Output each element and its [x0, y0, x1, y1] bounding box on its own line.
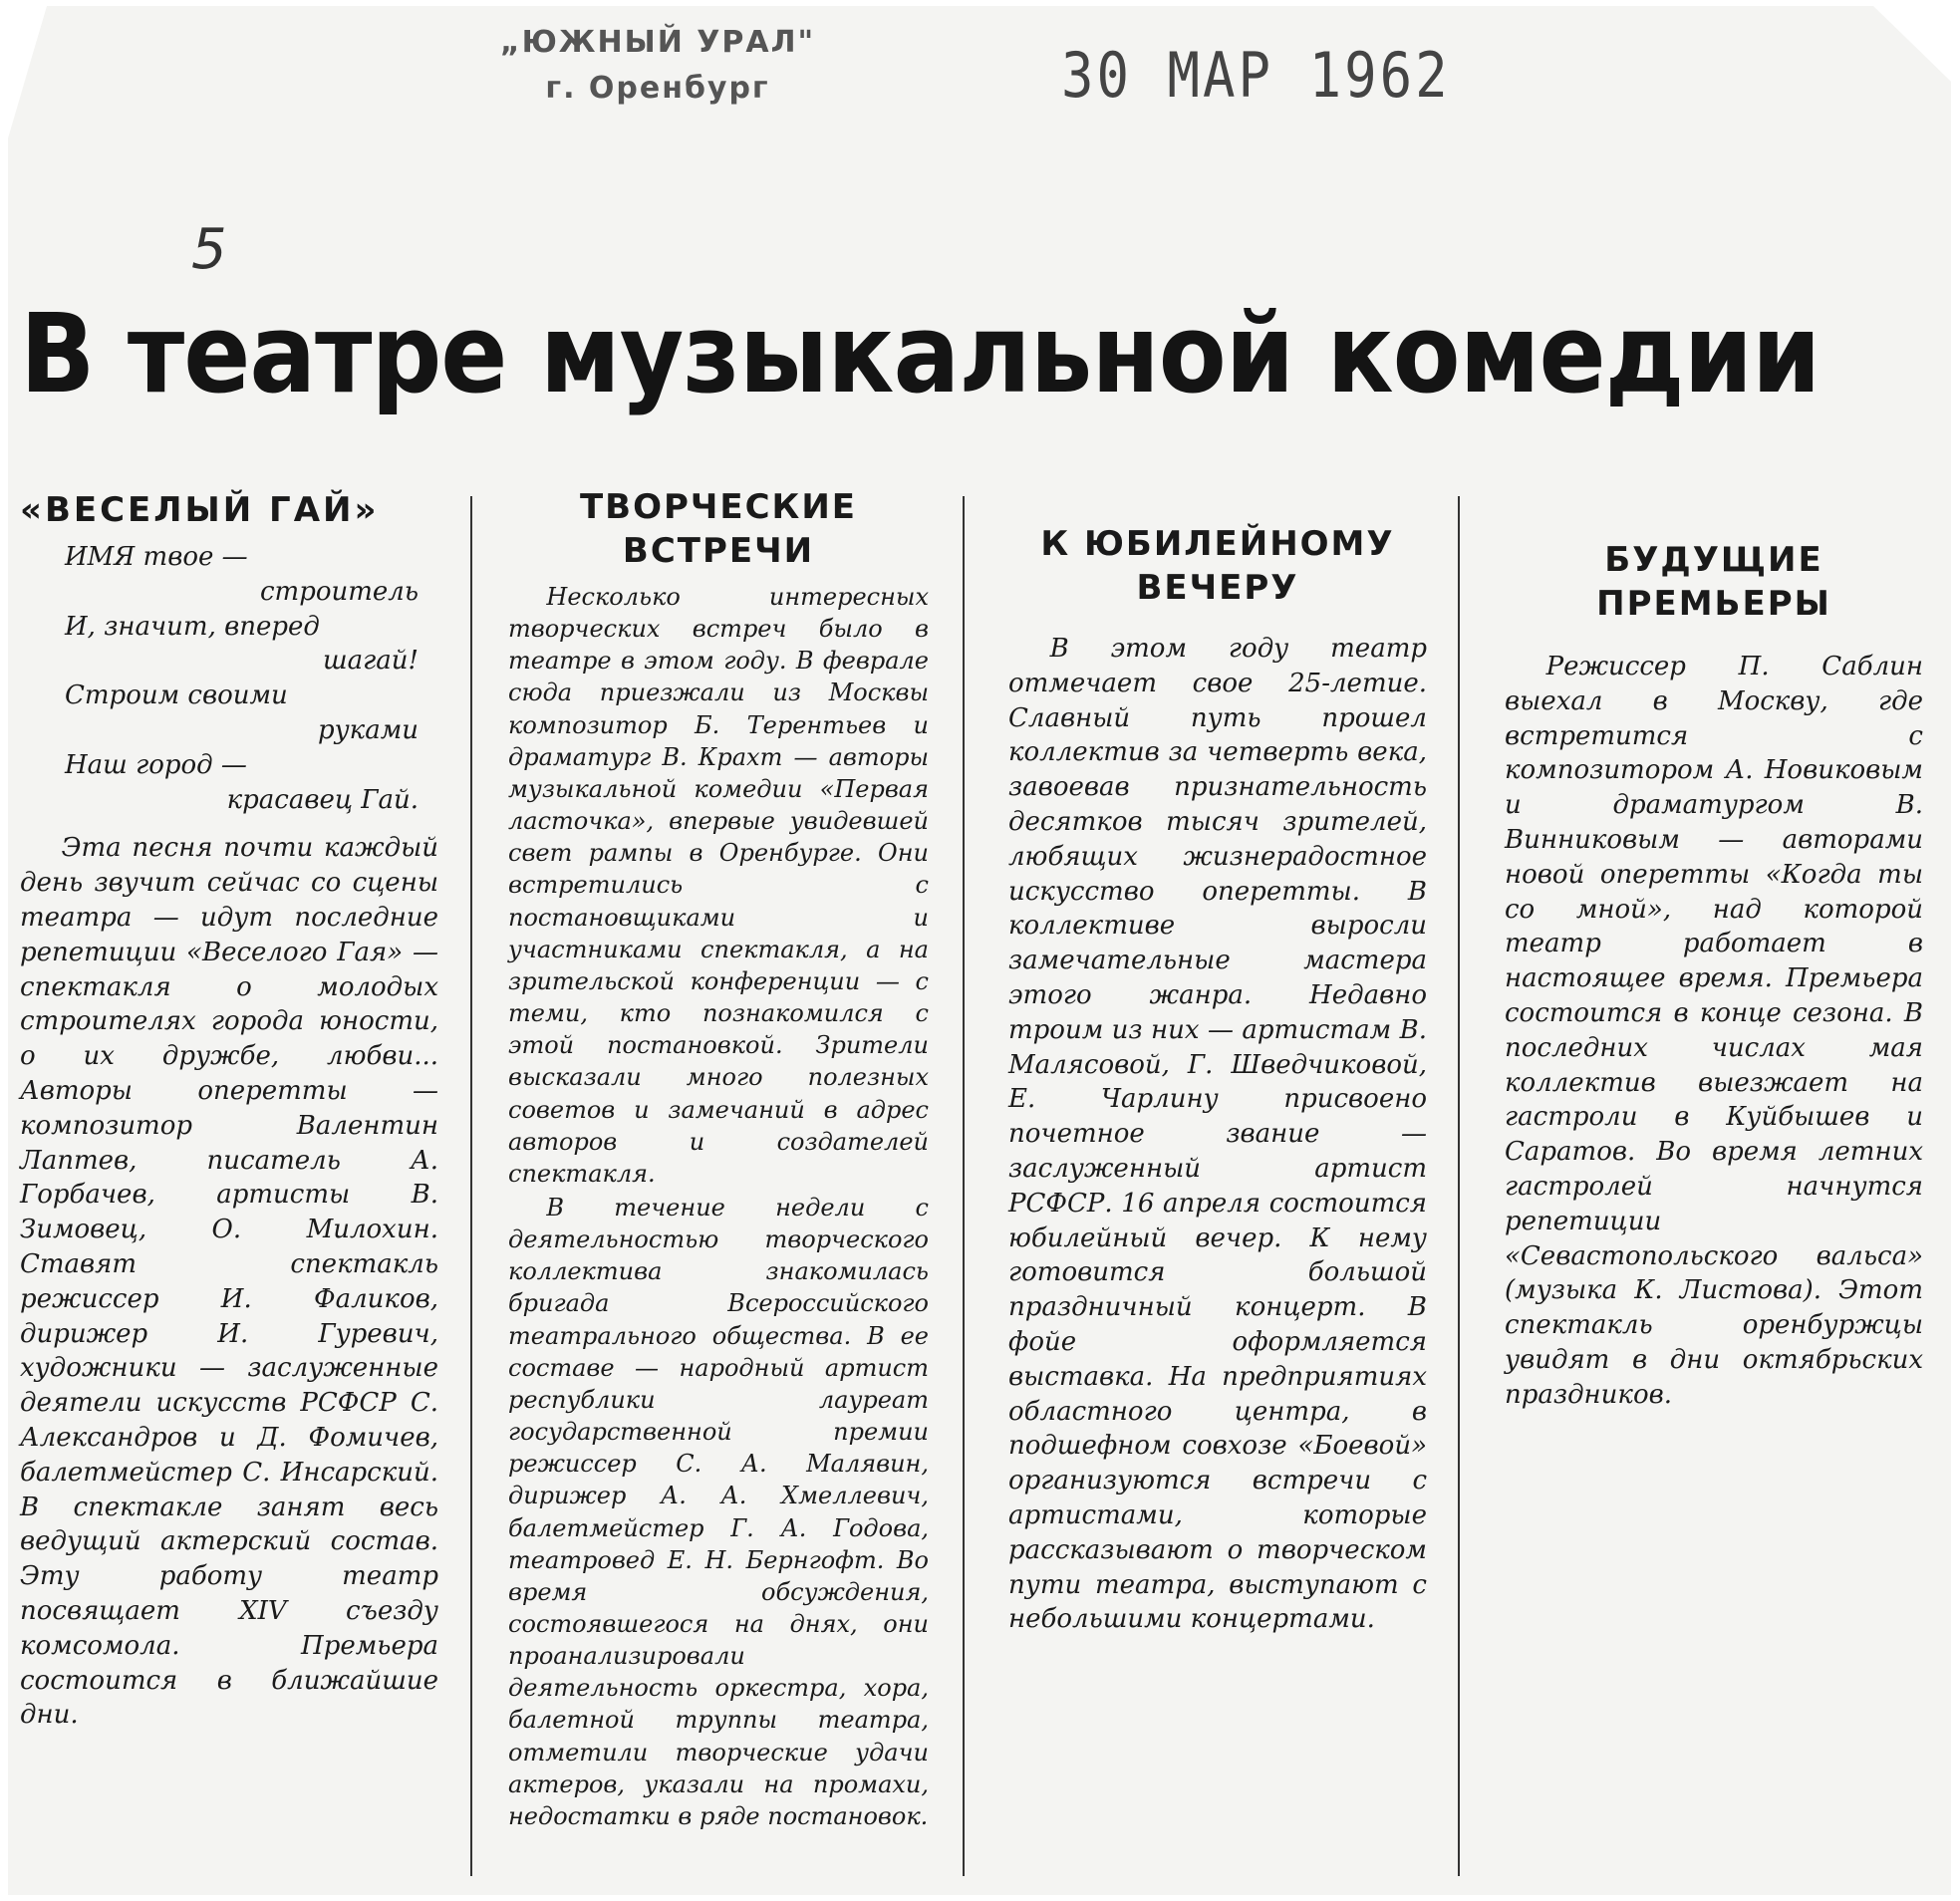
article-paragraph: Эта песня почти каждый день звучит сейчас со сцены театра — идут последние репетиции «Веселого Гая» — спектакля о молодых строителях города юности, о их дружбе, любви... Авторы оперетты — композитор Валентин Лаптев, писатель А. Горбачев, артисты В. Зимовец, О. Милохин. Ставят спектакль режиссер И. Фаликов, дирижер И. Гуревич, художники — заслуженные деятели искусств РСФСР С. Александров и Д. Фомичев, балетмейстер С. Инсарский. В спектакле занят весь ведущий актерский состав. Эту работу театр посвящает XIV съезду комсомола. Премьера состоится в ближайшие дни.: [20, 833, 438, 1731]
column-divider: [963, 496, 965, 1876]
newspaper-stamp: [493, 20, 822, 112]
column-divider: [1458, 496, 1460, 1876]
date-stamp: 30 МАР 1962: [1061, 39, 1451, 112]
article-paragraph: Режиссер П. Саблин выехал в Москву, где встретится с композитором А. Новиковым и драматургом В. Винниковым — авторами новой оперетты «Когда ты со мной», над которой театр работает в настоящее время. Премьера состоится в конце сезона. В последних числах мая коллектив выезжает на гастроли в Куйбышев и Саратов. Во время летних гастролей начнутся репетиции «Севастопольского вальса» (музыка К. Листова). Этот спектакль оренбуржцы увидят в дни октябрьских праздников.: [1505, 652, 1923, 1410]
stamp-newspaper-name: „ЮЖНЫЙ УРАЛ": [499, 25, 816, 60]
poem: [20, 540, 438, 817]
headline: В театре музыкальной комедии: [20, 290, 1820, 417]
poem-line: руками: [317, 714, 419, 745]
stamp-city: г. Оренбург: [545, 71, 770, 106]
poem-line: шагай!: [323, 646, 419, 677]
column-vesely-gai: [20, 488, 438, 1733]
poem-line: Наш город —: [65, 749, 247, 780]
poem-line: И, значит, вперед: [65, 611, 320, 642]
article-paragraph: Несколько интересных творческих встреч было в театре в этом году. В феврале сюда приезжали из Москвы композитор Б. Терентьев и драматург В. Крахт — авторы музыкальной комедии «Первая ласточка», впервые увидевшей свет рампы в Оренбурге. Они встретились с постановщиками и участниками спектакля, а на зрительской конференции — с теми, кто познакомился с этой постановкой. Зрители высказали много полезных советов и замечаний в адрес авторов и создателей спектакля.: [508, 583, 929, 1188]
article-paragraph: В течение недели с деятельностью творческого коллектива знакомилась бригада Всероссийского театрального общества. В ее составе — народный артист республики лауреат государственной премии режиссер С. А. Малявин, дирижер А. А. Хмеллевич, балетмейстер Г. А. Годова, театровед Е. Н. Бернгофт. Во время обсуждения, состоявшегося на днях, они проанализировали деятельность оркестра, хора, балетной труппы театра, отметили творческие удачи актеров, указали на промахи, недостатки в ряде постановок.: [508, 1193, 929, 1830]
section-title-yubileinomu-vecheru: К ЮБИЛЕЙНОМУ ВЕЧЕРУ: [1040, 524, 1395, 608]
poem-line: ИМЯ твое —: [65, 542, 248, 572]
poem-line: Строим своими: [65, 680, 288, 711]
section-title-tvorcheskie-vstrechi: ТВОРЧЕСКИЕ ВСТРЕЧИ: [579, 487, 858, 571]
poem-line: строитель: [259, 576, 419, 607]
section-title-vesely-gai: «ВЕСЕЛЫЙ ГАЙ»: [20, 490, 380, 530]
column-yubilei: [1008, 490, 1427, 1637]
column-tvorcheskie-vstrechi: [508, 485, 929, 1832]
column-divider: [470, 496, 472, 1876]
article-paragraph: В этом году театр отмечает свое 25-летие. Славный путь прошел коллектив за четверть века, завоевав признательность десятков тысяч зрителей, любящих жизнерадостное искусство оперетты. В коллективе выросли замечательные мастера этого жанра. Недавно троим из них — артистам В. Малясовой, Г. Шведчиковой, Е. Чарлину присвоено почетное звание — заслуженный артист РСФСР. 16 апреля состоится юбилейный вечер. К нему готовится большой праздничный концерт. В фойе оформляется выставка. На предприятиях областного центра, в подшефном совхозе «Боевой» организуются встречи с артистами, которые рассказывают о творческом пути театра, выступают с небольшими концертами.: [1008, 634, 1427, 1635]
poem-line: красавец Гай.: [226, 784, 419, 815]
column-budushchie-premiery: [1505, 494, 1923, 1413]
section-title-budushchie-premiery: БУДУЩИЕ ПРЕМЬЕРЫ: [1596, 540, 1831, 624]
handwritten-page-number: 5: [191, 217, 227, 282]
